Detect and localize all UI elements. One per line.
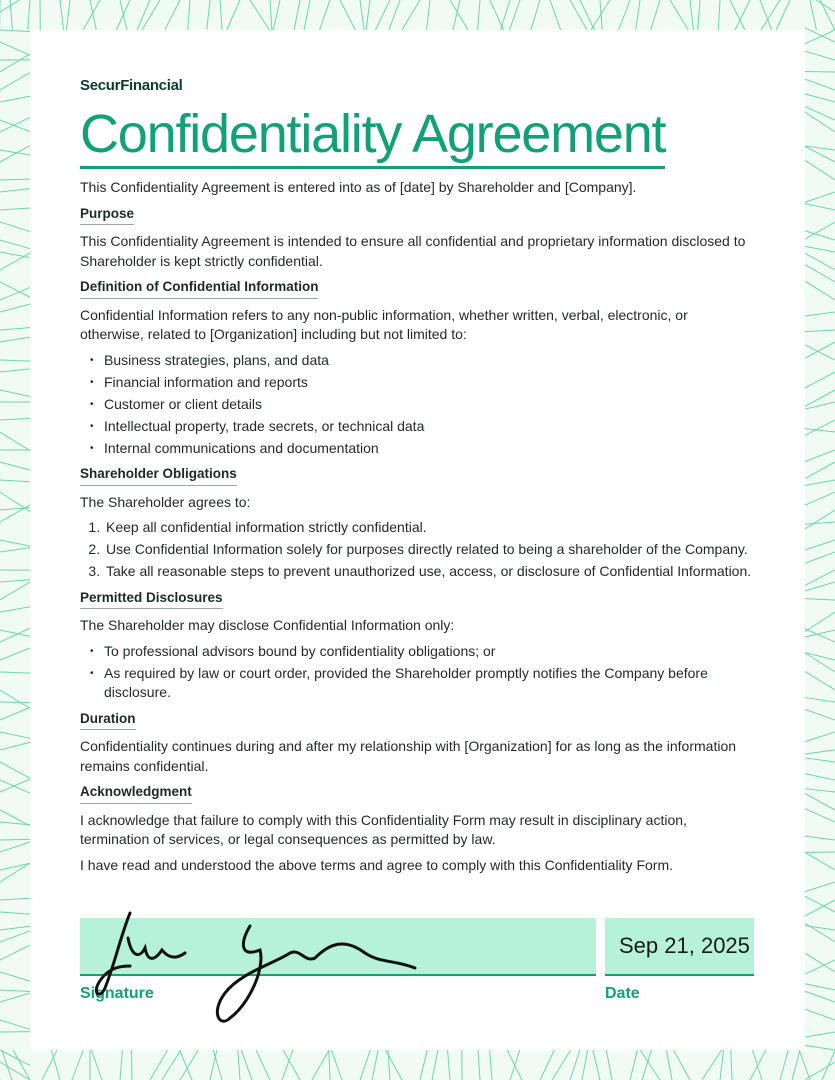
- pattern-line: [805, 372, 835, 388]
- pattern-line: [805, 480, 835, 485]
- pattern-line: [720, 1050, 723, 1080]
- pattern-line: [509, 0, 520, 30]
- pattern-line: [320, 0, 330, 30]
- pattern-line: [805, 390, 835, 406]
- brand-logo-text: SecurFinancial: [80, 77, 183, 94]
- pattern-line: [91, 1050, 102, 1080]
- pattern-line: [13, 1050, 30, 1080]
- pattern-line: [690, 0, 693, 30]
- pattern-line: [666, 1050, 672, 1080]
- pattern-line: [0, 690, 30, 708]
- pattern-line: [805, 750, 835, 754]
- pattern-line: [0, 898, 30, 900]
- list-item: • Business strategies, plans, and data: [104, 351, 755, 371]
- pattern-line: [42, 1050, 57, 1080]
- pattern-line: [531, 0, 540, 30]
- pattern-line: [372, 1050, 378, 1080]
- pattern-line: [0, 432, 30, 451]
- pattern-line: [805, 522, 835, 524]
- pattern-line: [805, 402, 835, 409]
- list-item: • Intellectual property, trade secrets, or technical data: [104, 417, 755, 437]
- pattern-line: [805, 231, 835, 240]
- pattern-line: [805, 30, 835, 44]
- page-title: Confidentiality Agreement: [80, 102, 665, 169]
- pattern-line: [805, 793, 835, 810]
- pattern-line: [651, 0, 660, 30]
- pattern-line: [227, 0, 240, 30]
- section-heading-acknowledgment: Acknowledgment: [80, 782, 192, 804]
- pattern-line: [120, 1050, 122, 1080]
- pattern-line: [83, 0, 100, 30]
- pattern-line: [386, 1050, 402, 1080]
- pattern-line: [0, 42, 30, 55]
- pattern-line: [220, 0, 222, 30]
- pattern-line: [805, 281, 835, 300]
- pattern-line: [702, 1050, 722, 1080]
- pattern-line: [805, 923, 835, 942]
- pattern-line: [210, 1050, 217, 1080]
- pattern-line: [0, 240, 30, 249]
- pattern-line: [580, 0, 594, 30]
- pattern-line: [805, 789, 835, 792]
- pattern-line: [0, 96, 30, 102]
- pattern-line: [552, 1050, 571, 1080]
- pattern-line: [0, 54, 30, 72]
- pattern-line: [792, 1050, 800, 1080]
- pattern-line: [805, 1009, 835, 1020]
- document-card: [30, 30, 805, 1050]
- pattern-line: [805, 429, 835, 432]
- section-heading-disclosures: Permitted Disclosures: [80, 588, 223, 610]
- pattern-line: [0, 732, 30, 738]
- disclosures-paragraph: The Shareholder may disclose Confidential Information only:: [80, 617, 455, 633]
- pattern-line: [582, 1050, 588, 1080]
- pattern-line: [0, 208, 30, 210]
- pattern-line: [619, 0, 630, 30]
- pattern-line: [805, 900, 835, 916]
- pattern-line: [66, 0, 70, 30]
- pattern-line: [0, 607, 30, 612]
- pattern-line: [805, 79, 835, 90]
- pattern-line: [630, 1050, 637, 1080]
- pattern-line: [805, 758, 835, 762]
- pattern-line: [0, 480, 30, 482]
- pattern-line: [805, 342, 835, 358]
- pattern-line: [0, 945, 30, 960]
- pattern-line: [360, 0, 364, 30]
- obligations-paragraph: The Shareholder agrees to:: [80, 493, 251, 510]
- pattern-line: [375, 0, 390, 30]
- pattern-line: [805, 107, 835, 120]
- pattern-line: [805, 462, 835, 479]
- pattern-line: [389, 0, 400, 30]
- pattern-line: [805, 492, 835, 505]
- pattern-line: [805, 312, 835, 316]
- pattern-line: [698, 0, 700, 30]
- pattern-line: [0, 582, 30, 600]
- pattern-line: [432, 1050, 438, 1080]
- pattern-line: [250, 0, 269, 30]
- pattern-line: [805, 599, 835, 600]
- pattern-line: [805, 246, 835, 252]
- list-item: • Customer or client details: [104, 395, 755, 415]
- pattern-line: [0, 672, 30, 673]
- pattern-line: [0, 993, 30, 1002]
- pattern-line: [0, 30, 30, 31]
- disclosures-list: [80, 642, 755, 703]
- pattern-line: [0, 418, 30, 420]
- pattern-line: [294, 0, 300, 30]
- pattern-line: [540, 1050, 554, 1080]
- pattern-line: [805, 653, 835, 672]
- pattern-line: [0, 580, 30, 582]
- pattern-line: [805, 345, 835, 360]
- pattern-line: [805, 698, 835, 702]
- pattern-line: [0, 972, 30, 981]
- pattern-line: [805, 1032, 835, 1037]
- pattern-line: [805, 192, 835, 202]
- pattern-line: [180, 1050, 198, 1080]
- pattern-line: [805, 160, 835, 180]
- pattern-line: [805, 420, 835, 435]
- pattern-line: [805, 709, 835, 720]
- pattern-line: [799, 1050, 810, 1080]
- section-heading-duration: Duration: [80, 709, 136, 731]
- pattern-line: [331, 1050, 342, 1080]
- pattern-line: [805, 896, 835, 912]
- pattern-line: [304, 0, 310, 30]
- pattern-line: [805, 612, 835, 632]
- pattern-line: [0, 926, 30, 930]
- list-item: • Internal communications and documentation: [104, 439, 755, 459]
- pattern-line: [273, 0, 280, 30]
- pattern-line: [805, 1045, 835, 1050]
- pattern-line: [780, 1050, 788, 1080]
- pattern-line: [238, 1050, 240, 1080]
- pattern-line: [805, 222, 835, 239]
- pattern-line: [805, 510, 835, 529]
- intro-paragraph: This Confidentiality Agreement is entered into as of [date] by Shareholder and [Company].: [80, 179, 637, 195]
- pattern-line: [0, 990, 30, 991]
- pattern-line: [116, 0, 130, 30]
- pattern-line: [820, 0, 835, 30]
- pattern-line: [570, 1050, 580, 1080]
- pattern-line: [805, 671, 835, 690]
- pattern-line: [805, 774, 835, 780]
- pattern-line: [90, 0, 96, 30]
- pattern-line: [570, 0, 587, 30]
- list-item: • As required by law or court order, provided the Shareholder promptly notifies the Company before disclosure.: [104, 664, 755, 703]
- pattern-line: [805, 852, 835, 870]
- pattern-line: [805, 991, 835, 1002]
- pattern-line: [805, 0, 835, 12]
- pattern-line: [805, 540, 835, 550]
- pattern-line: [72, 1050, 83, 1080]
- pattern-line: [0, 222, 30, 232]
- pattern-line: [674, 1050, 690, 1080]
- pattern-line: [805, 112, 835, 132]
- pattern-line: [0, 839, 30, 840]
- pattern-line: [0, 863, 30, 882]
- pattern-line: [51, 1050, 60, 1080]
- pattern-line: [731, 1050, 732, 1080]
- pattern-line: [142, 0, 160, 30]
- pattern-line: [0, 1020, 30, 1029]
- pattern-line: [805, 146, 835, 162]
- pattern-line: [718, 0, 720, 30]
- pattern-line: [822, 1050, 835, 1080]
- pattern-line: [180, 1050, 192, 1080]
- pattern-line: [448, 1050, 450, 1080]
- pattern-line: [805, 984, 835, 990]
- pattern-line: [0, 780, 30, 793]
- acknowledgment-confirmation: I have read and understood the above terms and agree to comply with this Confidentiality Form.: [80, 856, 673, 873]
- pattern-line: [805, 1062, 835, 1080]
- pattern-line: [0, 648, 30, 660]
- pattern-line: [256, 1050, 270, 1080]
- list-item: 2. Use Confidential Information solely for purposes directly related to being a shareholder of the Company.: [104, 540, 755, 560]
- pattern-line: [593, 1050, 600, 1080]
- signature-label: Signature: [80, 985, 154, 1002]
- pattern-line: [137, 0, 150, 30]
- pattern-line: [0, 912, 30, 914]
- date-value: Sep 21, 2025: [619, 933, 750, 958]
- pattern-line: [0, 360, 30, 361]
- pattern-line: [805, 552, 835, 563]
- pattern-line: [805, 94, 835, 102]
- pattern-line: [753, 1050, 762, 1080]
- pattern-line: [420, 1050, 427, 1080]
- pattern-line: [805, 450, 835, 461]
- agreement-body: [80, 178, 755, 881]
- pattern-line: [805, 330, 835, 332]
- pattern-line: [0, 931, 30, 942]
- purpose-paragraph: This Confidentiality Agreement is intended to ensure all confidential and proprietary information disclosed to Shareholder is kept strictly confidential.: [80, 233, 746, 269]
- pattern-line: [507, 1050, 522, 1080]
- pattern-line: [0, 0, 30, 12]
- pattern-line: [0, 548, 30, 552]
- pattern-line: [501, 0, 510, 30]
- pattern-line: [366, 0, 370, 30]
- pattern-line: [776, 0, 790, 30]
- pattern-line: [0, 73, 30, 90]
- pattern-line: [0, 842, 30, 852]
- pattern-line: [340, 0, 355, 30]
- pattern-line: [805, 146, 835, 150]
- pattern-line: [810, 0, 816, 30]
- pattern-line: [805, 28, 835, 42]
- pattern-line: [402, 0, 420, 30]
- date-field[interactable]: [605, 918, 754, 976]
- pattern-line: [270, 0, 272, 30]
- date-label: Date: [605, 985, 640, 1002]
- pattern-line: [0, 369, 30, 372]
- pattern-line: [0, 505, 30, 522]
- list-item: 3. Take all reasonable steps to prevent unauthorized use, access, or disclosure of Confidential Information.: [104, 562, 755, 582]
- pattern-line: [0, 390, 30, 396]
- pattern-line: [636, 0, 640, 30]
- pattern-line: [0, 742, 30, 750]
- list-item: 1. Keep all confidential information strictly confidential.: [104, 518, 755, 538]
- pattern-line: [550, 0, 561, 30]
- pattern-line: [131, 1050, 132, 1080]
- pattern-line: [0, 462, 30, 470]
- pattern-line: [28, 0, 30, 30]
- pattern-line: [207, 0, 210, 30]
- pattern-line: [805, 809, 835, 822]
- pattern-line: [0, 189, 30, 192]
- section-heading-definition: Definition of Confidential Information: [80, 277, 318, 299]
- pattern-line: [213, 1050, 222, 1080]
- definition-paragraph: Confidential Information refers to any non-public information, whether written, verbal, electronic, or otherwise, related to [Organization] including but not limited to:: [80, 306, 688, 342]
- section-heading-obligations: Shareholder Obligations: [80, 464, 237, 486]
- pattern-line: [0, 252, 30, 258]
- pattern-line: [188, 0, 190, 30]
- pattern-line: [0, 328, 30, 330]
- pattern-line: [478, 0, 480, 30]
- pattern-line: [805, 882, 835, 892]
- pattern-line: [426, 0, 430, 30]
- pattern-line: [0, 707, 30, 720]
- pattern-line: [478, 1050, 480, 1080]
- list-item: • Financial information and reports: [104, 373, 755, 393]
- pattern-line: [165, 0, 180, 30]
- pattern-line: [360, 1050, 370, 1080]
- pattern-line: [606, 1050, 612, 1080]
- pattern-line: [490, 1050, 492, 1080]
- pattern-line: [0, 179, 30, 180]
- pattern-line: [0, 1062, 30, 1080]
- section-heading-purpose: Purpose: [80, 204, 134, 226]
- list-item: • To professional advisors bound by confidentiality obligations; or: [104, 642, 755, 662]
- pattern-line: [805, 51, 835, 60]
- definition-list: [80, 351, 755, 459]
- pattern-line: [0, 863, 30, 870]
- pattern-line: [0, 779, 30, 792]
- pattern-line: [750, 1050, 766, 1080]
- pattern-line: [0, 762, 30, 778]
- handwritten-signature: [90, 908, 430, 998]
- pattern-line: [312, 1050, 329, 1080]
- duration-paragraph: Confidentiality continues during and after my relationship with [Organization] for as long as the information remains confidential.: [80, 738, 737, 774]
- pattern-line: [0, 253, 30, 270]
- pattern-line: [805, 732, 835, 742]
- pattern-line: [241, 1050, 252, 1080]
- pattern-line: [805, 204, 835, 210]
- pattern-line: [0, 304, 30, 312]
- pattern-line: [60, 0, 64, 30]
- pattern-line: [0, 337, 30, 342]
- pattern-line: [0, 702, 30, 703]
- pattern-line: [805, 836, 835, 840]
- pattern-line: [670, 0, 688, 30]
- pattern-line: [0, 540, 30, 546]
- obligations-list: [80, 518, 755, 582]
- pattern-line: [329, 1050, 330, 1080]
- acknowledgment-paragraph: I acknowledge that failure to comply with this Confidentiality Form may result in disciplinary action, termination of services, or legal consequences as permitted by law.: [80, 811, 687, 847]
- pattern-line: [2, 1050, 12, 1080]
